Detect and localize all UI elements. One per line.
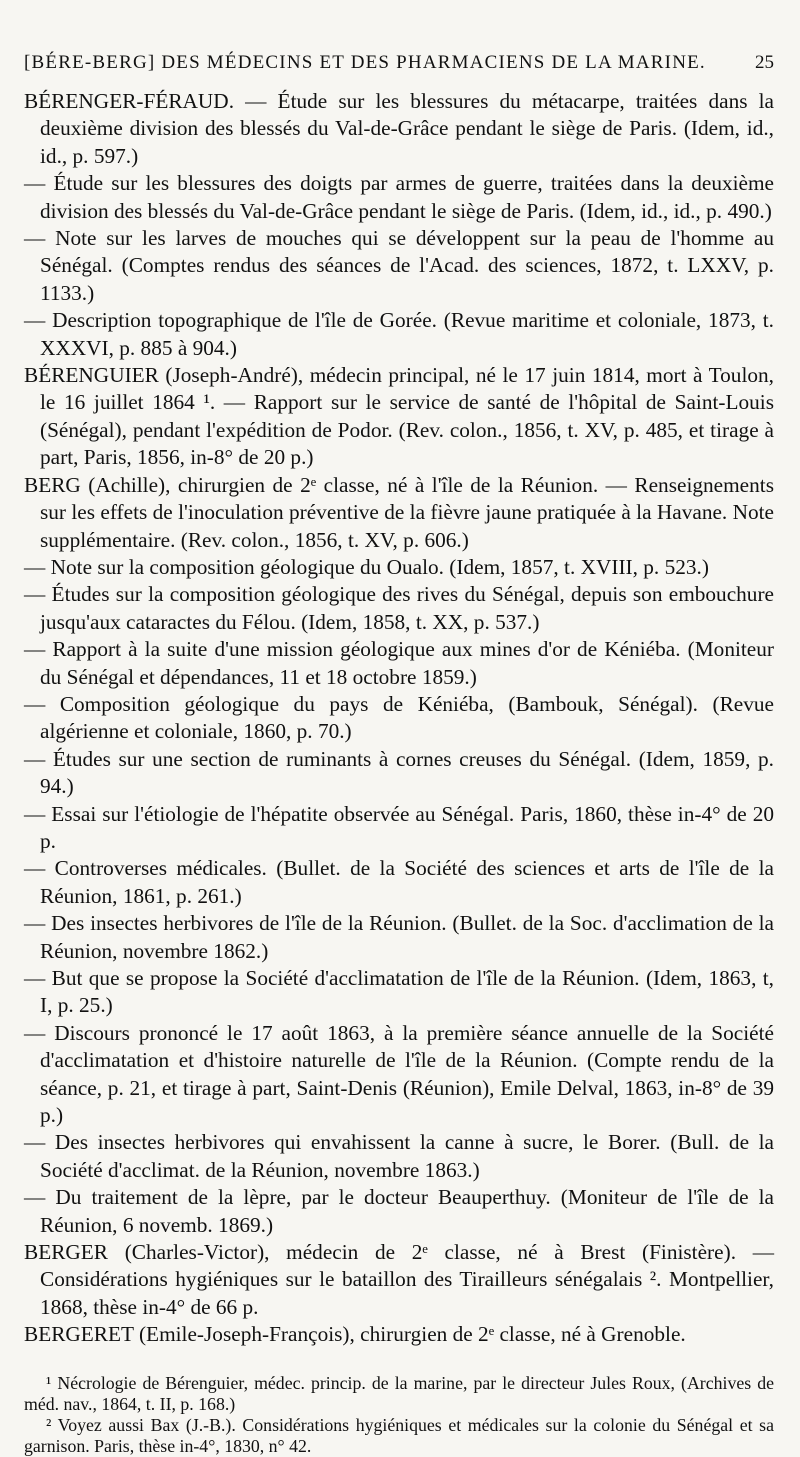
entry-blessures-doigts: — Étude sur les blessures des doigts par armes de guerre, traitées dans la deuxième division des blessés du Val-de-Grâce pendant le siège de Paris. (Idem, id., id., p. 490.) xyxy=(24,171,774,223)
entry-insectes-herbivores: — Des insectes herbivores de l'île de la Réunion. (Bullet. de la Soc. d'acclimation de la Réunion, novembre 1862.) xyxy=(24,911,774,963)
page-number: 25 xyxy=(755,52,774,73)
entry-composition-keniebe: — Composition géologique du pays de Kéniéba, (Bambouk, Sénégal). (Revue algérienne et coloniale, 1860, p. 70.) xyxy=(24,691,774,744)
footnote-1: ¹ Nécrologie de Bérenguier, médec. princip. de la marine, par le directeur Jules Roux, (Archives de méd. nav., 1864, t. II, p. 168.) xyxy=(24,1372,774,1414)
footnotes xyxy=(24,1373,774,1457)
entry-description-goree: — Description topographique de l'île de Gorée. (Revue maritime et coloniale, 1873, t. XXXVI, p. 885 à 904.) xyxy=(24,308,774,360)
entry-lepre: — Du traitement de la lèpre, par le docteur Beauperthuy. (Moniteur de l'île de la Réunion, 6 novemb. 1869.) xyxy=(24,1185,774,1237)
entry-hepatite: — Essai sur l'étiologie de l'hépatite observée au Sénégal. Paris, 1860, thèse in-4° de 20 p. xyxy=(24,801,774,853)
entry-berg-achille: BERG (Achille), chirurgien de 2ᵉ classe, né à l'île de la Réunion. — Renseignements sur les effets de l'inoculation préventive de la fièvre jaune pratiquée à la Havane. Note supplémentaire. (Rev. colon., 1856, t. XV, p. 606.) xyxy=(24,472,774,552)
entry-berger-charles: BERGER (Charles-Victor), médecin de 2ᵉ classe, né à Brest (Finistère). — Considérations hygiéniques sur le bataillon des Tirailleurs sénégalais ². Montpellier, 1868, thèse in-4° de 66 p. xyxy=(24,1240,774,1319)
entry-rives-senegal: — Études sur la composition géologique des rives du Sénégal, depuis son embouchure jusqu'aux cataractes du Félou. (Idem, 1858, t. XX, p. 537.) xyxy=(24,582,774,634)
entry-berenger-feraud-metacarpe: BÉRENGER-FÉRAUD. — Étude sur les blessures du métacarpe, traitées dans la deuxième division des blessés du Val-de-Grâce pendant le siège de Paris. (Idem, id., id., p. 597.) xyxy=(24,89,774,168)
bibliography-entries xyxy=(24,88,774,1349)
entry-but-societe: — But que se propose la Société d'acclimatation de l'île de la Réunion. (Idem, 1863, t, I, p. 25.) xyxy=(24,966,774,1018)
footnote-2: ² Voyez aussi Bax (J.-B.). Considérations hygiéniques et médicales sur la colonie du Sénégal et sa garnison. Paris, thèse in-4°, 1830, n° 42. xyxy=(24,1414,774,1456)
running-header xyxy=(24,52,774,74)
entry-berenguier: BÉRENGUIER (Joseph-André), médecin principal, né le 17 juin 1814, mort à Toulon, le 16 juillet 1864 ¹. — Rapport sur le service de santé de l'hôpital de Saint-Louis (Sénégal), pendant l'expédition de Podor. (Rev. colon., 1856, t. XV, p. 485, et tirage à part, Paris, 1856, in-8° de 20 p.) xyxy=(24,363,774,470)
entry-oualo: — Note sur la composition géologique du Oualo. (Idem, 1857, t. XVIII, p. 523.) xyxy=(24,554,709,579)
entry-larves-mouches: — Note sur les larves de mouches qui se développent sur la peau de l'homme au Sénégal. (Comptes rendus des séances de l'Acad. des sciences, 1872, t. LXXV, p. 1133.) xyxy=(24,226,774,305)
entry-borer: — Des insectes herbivores qui envahissent la canne à sucre, le Borer. (Bull. de la Société d'acclimat. de la Réunion, novembre 1863.) xyxy=(24,1130,774,1182)
running-title: [BÉRE-BERG] DES MÉDECINS ET DES PHARMACIENS DE LA MARINE. xyxy=(24,52,706,73)
entry-controverses: — Controverses médicales. (Bullet. de la Société des sciences et arts de l'île de la Réunion, 1861, p. 261.) xyxy=(24,856,774,908)
entry-ruminants: — Études sur une section de ruminants à cornes creuses du Sénégal. (Idem, 1859, p. 94.) xyxy=(24,746,774,799)
entry-bergeret: BERGERET (Emile-Joseph-François), chirurgien de 2ᵉ classe, né à Grenoble. xyxy=(24,1322,686,1347)
entry-discours: — Discours prononcé le 17 août 1863, à la première séance annuelle de la Société d'acclimatation et d'histoire naturelle de l'île de la Réunion. (Compte rendu de la séance, p. 21, et tirage à part, Saint-Denis (Réunion), Emile Delval, 1863, in-8° de 39 p.) xyxy=(24,1020,774,1128)
entry-mission-keniebe: — Rapport à la suite d'une mission géologique aux mines d'or de Kéniéba. (Moniteur du Sénégal et dépendances, 11 et 18 octobre 1859.) xyxy=(24,637,774,689)
